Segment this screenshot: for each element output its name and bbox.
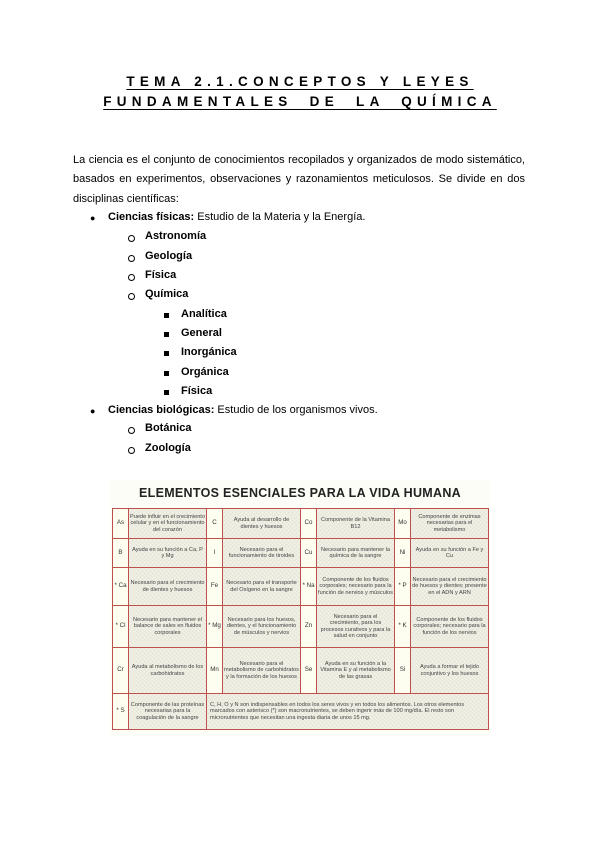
list-item-general: General (181, 327, 222, 339)
elements-table-image (110, 480, 490, 736)
table-cell-description: Componente de las proteínas necesarias para la coagulación de la sangre (129, 694, 207, 730)
table-cell-description: Necesario para el metabolismo de carbohidratos y la formación de los huesos (223, 648, 301, 694)
table-row (113, 539, 489, 568)
table-cell-description: Necesario para mantener la química de la sangre (317, 539, 395, 568)
table-cell-description: Puede influir en el crecimiento celular y en el funcionamiento del corazón (129, 509, 207, 539)
table-cell-element: C (207, 509, 223, 539)
table-cell-element: Zn (301, 606, 317, 648)
elements-table (112, 508, 489, 730)
ciencias-biologicas-label: Ciencias biológicas: (108, 404, 215, 416)
table-cell-element: Mn (207, 648, 223, 694)
table-cell-note: C, H, O y N son indispensables en todos los seres vivos y en todos los alimentos. Los otros elementos marcados con asterisco (*) son macronutrientes, se deben ingerir más de 100 mg/día. El resto son micronutrientes que necesitan una ingesta diaria de unos 15 mg. (207, 694, 489, 730)
square-bullet-icon (164, 371, 169, 376)
table-cell-description: Ayuda a formar el tejido conjuntivo y los huesos (411, 648, 489, 694)
circle-bullet-icon (128, 274, 135, 281)
bullet-icon: ● (90, 213, 96, 223)
table-title: ELEMENTOS ESENCIALES PARA LA VIDA HUMANA (139, 486, 461, 500)
table-cell-element: * S (113, 694, 129, 730)
square-bullet-icon (164, 313, 169, 318)
square-bullet-icon (164, 351, 169, 356)
table-cell-description: Ayuda en su función a la Vitamina E y al metabolismo de las grasas (317, 648, 395, 694)
table-cell-description: Necesario para mantener el balance de sales en fluidos corporales (129, 606, 207, 648)
table-cell-element: * Cl (113, 606, 129, 648)
table-cell-element: I (207, 539, 223, 568)
table-row (113, 694, 489, 730)
list-item-inorganica: Inorgánica (181, 346, 237, 358)
table-cell-description: Ayuda en su función a Ca, P y Mg (129, 539, 207, 568)
table-cell-element: Fe (207, 568, 223, 606)
table-cell-description: Ayuda al metabolismo de los carbohidratos (129, 648, 207, 694)
square-bullet-icon (164, 332, 169, 337)
table-cell-element: As (113, 509, 129, 539)
list-item-geologia: Geología (145, 250, 193, 262)
table-row (113, 568, 489, 606)
circle-bullet-icon (128, 293, 135, 300)
table-cell-element: Ni (395, 539, 411, 568)
table-row (113, 509, 489, 539)
table-cell-element: Si (395, 648, 411, 694)
table-cell-description: Necesario para el crecimiento de dientes y huesos (129, 568, 207, 606)
table-cell-element: Mo (395, 509, 411, 539)
table-cell-element: * Ca (113, 568, 129, 606)
bullet-icon: ● (90, 406, 96, 416)
table-cell-description: Componente de la Vitamina B12 (317, 509, 395, 539)
list-item-fisica-quimica: Física (181, 385, 213, 397)
table-cell-description: Necesario para el crecimiento de huesos y dientes; presente en el ADN y ARN (411, 568, 489, 606)
table-cell-description: Componente de los fluidos corporales; necesario para la función de nervios y músculos (317, 568, 395, 606)
table-cell-element: Se (301, 648, 317, 694)
list-item-ciencias-fisicas (108, 211, 365, 223)
ciencias-biologicas-text: Estudio de los organismos vivos. (214, 404, 378, 416)
circle-bullet-icon (128, 235, 135, 242)
ciencias-fisicas-text: Estudio de la Materia y la Energía. (194, 211, 366, 223)
table-cell-element: * Na (301, 568, 317, 606)
table-cell-element: * P (395, 568, 411, 606)
intro-paragraph: La ciencia es el conjunto de conocimientos recopilados y organizados de modo sistemático, basados en experimentos, observaciones y razonamientos meticulosos. Se divide en dos disciplinas científicas: (73, 154, 525, 205)
title-line-2: FUNDAMENTALES DE LA QUÍMICA (103, 94, 497, 109)
table-cell-description: Ayuda en su función a Fe y Cu (411, 539, 489, 568)
table-row (113, 648, 489, 694)
table-cell-element: Cr (113, 648, 129, 694)
circle-bullet-icon (128, 447, 135, 454)
table-cell-element: Co (301, 509, 317, 539)
title-line-1: TEMA 2.1.CONCEPTOS Y LEYES (126, 74, 474, 89)
table-cell-element: * Mg (207, 606, 223, 648)
list-item-zoologia: Zoología (145, 442, 191, 454)
table-body (113, 509, 489, 730)
table-cell-element: B (113, 539, 129, 568)
circle-bullet-icon (128, 255, 135, 262)
list-item-organica: Orgánica (181, 366, 229, 378)
list-item-analitica: Analítica (181, 308, 227, 320)
table-cell-description: Componente de los fluidos corporales; necesario para la función de los nervios (411, 606, 489, 648)
table-cell-description: Componente de enzimas necesarias para el metabolismo (411, 509, 489, 539)
list-item-botanica: Botánica (145, 422, 192, 434)
list-item-fisica: Física (145, 269, 177, 281)
table-cell-description: Necesario para el crecimiento, para los procesos curativos y para la salud en conjunto (317, 606, 395, 648)
ciencias-fisicas-label: Ciencias físicas: (108, 211, 195, 223)
table-cell-description: Necesario para el funcionamiento de tiroides (223, 539, 301, 568)
square-bullet-icon (164, 390, 169, 395)
table-cell-description: Necesario para el transporte del Oxígeno en la sangre (223, 568, 301, 606)
table-cell-description: Ayuda al desarrollo de dientes y huesos (223, 509, 301, 539)
table-row (113, 606, 489, 648)
list-item-quimica: Química (145, 288, 189, 300)
table-cell-element: * K (395, 606, 411, 648)
table-cell-description: Necesario para los huesos, dientes, y el funcionamiento de músculos y nervios (223, 606, 301, 648)
list-item-ciencias-biologicas (108, 404, 378, 416)
circle-bullet-icon (128, 427, 135, 434)
list-item-astronomia: Astronomía (145, 230, 207, 242)
table-cell-element: Cu (301, 539, 317, 568)
